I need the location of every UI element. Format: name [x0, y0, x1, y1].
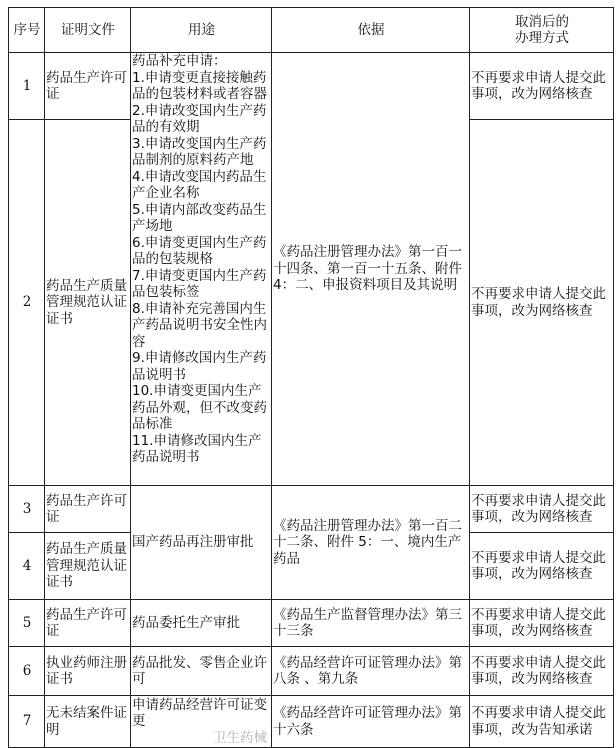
row-result: 不再要求申请人提交此事项，改为网络核查 — [470, 600, 614, 647]
use-line: 9.申请修改国内生产药 — [132, 350, 267, 366]
use-line: 1.申请变更直接接触药 — [132, 69, 267, 86]
use-line: 11.申请修改国内生产 — [132, 432, 262, 449]
use-line: 3.申请改变国内生产药 — [132, 135, 267, 152]
watermark: 卫生药械 — [213, 729, 267, 746]
use-line: 品包装标签 — [132, 284, 200, 300]
row-use: 药品委托生产审批 — [131, 600, 272, 647]
use-line: 品的有效期 — [132, 119, 200, 135]
use-line: 4.申请改变国内药品生 — [132, 168, 267, 185]
row-no: 6 — [9, 647, 45, 696]
certificate-table — [8, 7, 614, 748]
row-result: 不再要求申请人提交此事项，改为告知承诺 — [470, 696, 614, 748]
use-line: 品制剂的原料药产地 — [132, 152, 254, 168]
header-row — [9, 8, 614, 53]
use-line: 10.申请变更国内生产 — [132, 383, 262, 399]
basis-cell-3-4: 《药品注册管理办法》第一百二十二条、附件 5：一、境内生产药品 — [272, 486, 470, 600]
row-result: 不再要求申请人提交此事项，改为网络核查 — [470, 486, 614, 533]
use-line: 产场地 — [132, 218, 173, 234]
use-line: 产药品说明书安全性内 — [132, 317, 267, 333]
use-cell-3-4: 国产药品再注册审批 — [131, 486, 272, 600]
row-no: 2 — [9, 120, 45, 486]
row-use — [131, 696, 272, 748]
basis-cell-1-2: 《药品注册管理办法》第一百一十四条、第一百一十五条、附件4：二、申报资料项目及其说明 — [272, 53, 470, 486]
header-no: 序号 — [9, 8, 45, 53]
row-no: 3 — [9, 486, 45, 533]
row-doc: 药品生产许可证 — [45, 486, 131, 533]
row-doc: 无未结案件证明 — [45, 696, 131, 748]
row-basis: 《药品经营许可证管理办法》第十六条 — [272, 696, 470, 748]
use-line: 品标准 — [132, 416, 173, 432]
use-line: 品说明书 — [132, 366, 186, 383]
use-line: 药品补充申请： — [132, 53, 227, 69]
header-result — [470, 8, 614, 53]
use-line: 产企业名称 — [132, 185, 200, 201]
row-result: 不再要求申请人提交此事项，改为网络核查 — [470, 53, 614, 120]
row-doc: 药品生产质量管理规范认证证书 — [45, 533, 131, 600]
row-no: 7 — [9, 696, 45, 748]
table-row — [9, 696, 614, 748]
header-result-line: 取消后的 — [515, 13, 569, 30]
row-result: 不再要求申请人提交此事项，改为网络核查 — [470, 647, 614, 696]
use-line: 7.申请变更国内生产药 — [132, 267, 267, 284]
use-line: 5.申请内部改变药品生 — [132, 201, 267, 218]
use-line: 2.申请改变国内生产药 — [132, 102, 267, 119]
row-use: 药品批发、零售企业许可 — [131, 647, 272, 696]
row-no: 4 — [9, 533, 45, 600]
table-row — [9, 647, 614, 696]
row-doc: 药品生产许可证 — [45, 600, 131, 647]
row-result: 不再要求申请人提交此事项，改为网络核查 — [470, 533, 614, 600]
header-result-line: 办理方式 — [515, 30, 569, 46]
row-result: 不再要求申请人提交此事项，改为网络核查 — [470, 120, 614, 486]
use-cell-1-2 — [131, 53, 272, 486]
row-doc: 药品生产质量管理规范认证证书 — [45, 120, 131, 486]
table-row — [9, 53, 614, 120]
table-row — [9, 486, 614, 533]
use-line: 药品说明书 — [132, 449, 200, 465]
header-doc: 证明文件 — [45, 8, 131, 53]
row-doc: 执业药师注册证书 — [45, 647, 131, 696]
row-basis: 《药品生产监督管理办法》第三十三条 — [272, 600, 470, 647]
use-line: 品的包装规格 — [132, 251, 213, 267]
row-no: 5 — [9, 600, 45, 647]
use-line: 容 — [132, 333, 146, 350]
use-line: 6.申请变更国内生产药 — [132, 234, 267, 251]
use-line: 品的包装材料或者容器 — [132, 86, 267, 102]
row-use-text: 申请药品经营许可证变更 — [132, 696, 267, 730]
row-basis: 《药品经营许可证管理办法》第八条 、第九条 — [272, 647, 470, 696]
header-use: 用途 — [131, 8, 272, 53]
row-doc: 药品生产许可证 — [45, 53, 131, 120]
use-line: 药品外观，但不改变药 — [132, 399, 267, 416]
row-no: 1 — [9, 53, 45, 120]
header-basis: 依据 — [272, 8, 470, 53]
table-row — [9, 600, 614, 647]
use-line: 8.申请补充完善国内生 — [132, 300, 267, 317]
